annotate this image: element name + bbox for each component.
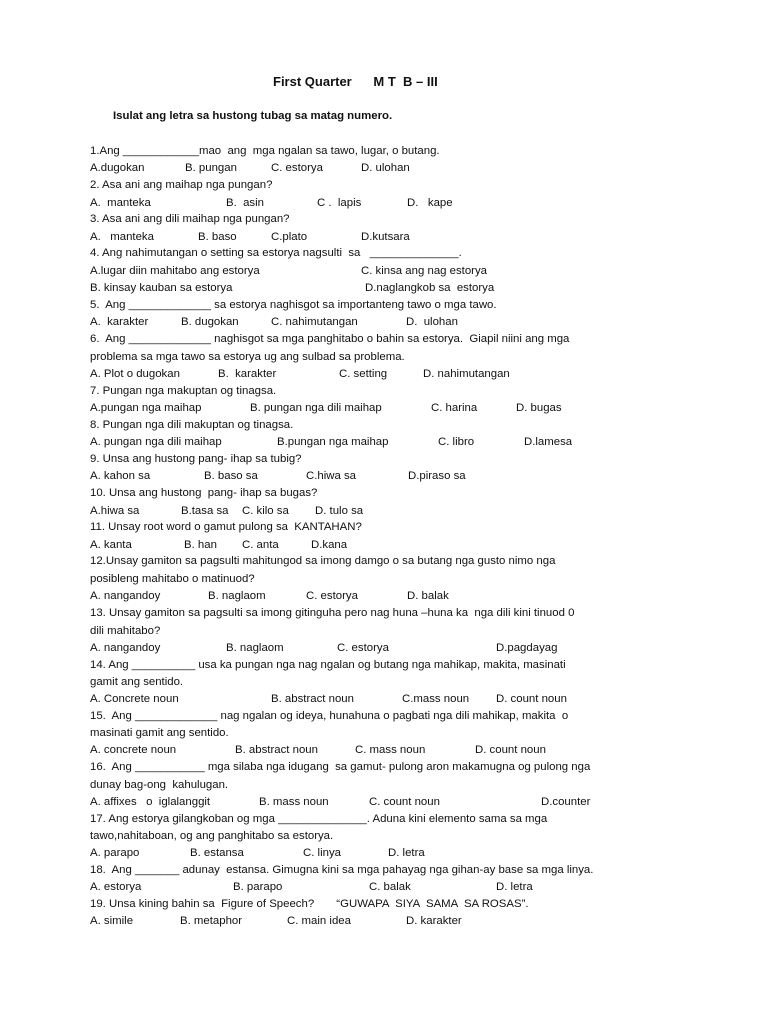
choice-c: C. count noun bbox=[369, 796, 440, 808]
choice-a: A.dugokan bbox=[90, 162, 145, 174]
question-15-text: 15. Ang _____________ nag ngalan og ideya, hunahuna o pagbati nga dili mahikap, makita o bbox=[90, 710, 569, 722]
choice-b: B. karakter bbox=[218, 368, 277, 380]
choice-a: A.hiwa sa bbox=[90, 505, 140, 517]
choice-a: A.pungan nga maihap bbox=[90, 402, 202, 414]
choice-b: B. asin bbox=[226, 197, 264, 209]
choice-b: B. baso bbox=[198, 231, 237, 243]
choice-b: B.pungan nga maihap bbox=[277, 436, 389, 448]
choice-c: C.plato bbox=[271, 231, 308, 243]
choice-b: B. abstract noun bbox=[271, 693, 354, 705]
question-16-text: 16. Ang ___________ mga silaba nga idugang sa gamut- pulong aron makamugna og pulong nga bbox=[90, 761, 591, 773]
choice-d: D. balak bbox=[407, 590, 449, 602]
choice-d: D. count noun bbox=[496, 693, 567, 705]
choice-d: D. kape bbox=[407, 197, 453, 209]
choice-d: D. letra bbox=[388, 847, 425, 859]
question-16-text: dunay bag-ong kahulugan. bbox=[90, 779, 229, 791]
choice-b: B. naglaom bbox=[226, 642, 284, 654]
choice-c: C. balak bbox=[369, 881, 411, 893]
choice-d: D.lamesa bbox=[524, 436, 573, 448]
question-19-text: 19. Unsa kining bahin sa Figure of Speech? “GUWAPA SIYA SAMA SA ROSAS”. bbox=[90, 898, 529, 910]
page-title: First Quarter M T B – III bbox=[273, 74, 438, 89]
question-12-text: 12.Unsay gamiton sa pagsulti mahitungod sa imong damgo o sa butang nga gusto nimo nga bbox=[90, 555, 556, 567]
choice-c: C. kilo sa bbox=[242, 505, 289, 517]
choice-b: B. kinsay kauban sa estorya bbox=[90, 282, 233, 294]
choice-b: B. baso sa bbox=[204, 470, 258, 482]
question-5-text: 5. Ang _____________ sa estorya naghisgot sa importanteng tawo o mga tawo. bbox=[90, 299, 497, 311]
choice-b: B. metaphor bbox=[180, 915, 243, 927]
question-1-text: 1.Ang ____________mao ang mga ngalan sa tawo, lugar, o butang. bbox=[90, 145, 440, 157]
choice-c: C. harina bbox=[431, 402, 478, 414]
choice-d: D. karakter bbox=[406, 915, 462, 927]
choice-a: A. concrete noun bbox=[90, 744, 177, 756]
question-6-text: problema sa mga tawo sa estorya ug ang sulbad sa problema. bbox=[90, 351, 405, 363]
question-11-text: 11. Unsay root word o gamut pulong sa KANTAHAN? bbox=[90, 521, 362, 533]
question-14-text: gamit ang sentido. bbox=[90, 676, 184, 688]
choice-b: B. dugokan bbox=[181, 316, 239, 328]
choice-a: A. karakter bbox=[90, 316, 149, 328]
choice-a: A. manteka bbox=[90, 197, 151, 209]
choice-c: C. nahimutangan bbox=[271, 316, 358, 328]
choice-c: C. linya bbox=[303, 847, 341, 859]
choice-c: C. mass noun bbox=[355, 744, 426, 756]
question-13-text: dili mahitabo? bbox=[90, 625, 161, 637]
instruction: Isulat ang letra sa hustong tubag sa matag numero. bbox=[113, 110, 393, 122]
question-18-text: 18. Ang _______ adunay estansa. Gimugna kini sa mga pahayag nga gihan-ay base sa mga linya. bbox=[90, 864, 594, 876]
choice-a: A. manteka bbox=[90, 231, 154, 243]
choice-d: D. tulo sa bbox=[315, 505, 364, 517]
choice-d: D.piraso sa bbox=[408, 470, 466, 482]
choice-a: A.lugar diin mahitabo ang estorya bbox=[90, 265, 260, 277]
choice-d: D. bugas bbox=[516, 402, 562, 414]
choice-b: B. naglaom bbox=[208, 590, 266, 602]
choice-c: C. estorya bbox=[337, 642, 389, 654]
choice-d: D.kana bbox=[311, 539, 348, 551]
choice-d: D. count noun bbox=[475, 744, 546, 756]
question-7-text: 7. Pungan nga makuptan og tinagsa. bbox=[90, 385, 277, 397]
choice-a: A. parapo bbox=[90, 847, 140, 859]
choice-a: A. nangandoy bbox=[90, 590, 161, 602]
choice-d: D. nahimutangan bbox=[423, 368, 510, 380]
choice-d: D.naglangkob sa estorya bbox=[365, 282, 495, 294]
choice-a: A. affixes o iglalanggit bbox=[90, 796, 211, 808]
choice-d: D.pagdayag bbox=[496, 642, 558, 654]
choice-c: C . lapis bbox=[317, 197, 362, 209]
question-9-text: 9. Unsa ang hustong pang- ihap sa tubig? bbox=[90, 453, 302, 465]
choice-a: A. nangandoy bbox=[90, 642, 161, 654]
question-17-text: 17. Ang estorya gilangkoban og mga ______________. Aduna kini elemento sama sa mga bbox=[90, 813, 548, 825]
question-15-text: masinati gamit ang sentido. bbox=[90, 727, 229, 739]
choice-b: B. pungan nga dili maihap bbox=[250, 402, 382, 414]
choice-c: C. setting bbox=[339, 368, 388, 380]
choice-b: B.tasa sa bbox=[181, 505, 229, 517]
question-4-text: 4. Ang nahimutangan o setting sa estorya nagsulti sa ______________. bbox=[90, 247, 462, 259]
choice-d: D. ulohan bbox=[361, 162, 410, 174]
choice-c: C. libro bbox=[438, 436, 475, 448]
choice-a: A. kanta bbox=[90, 539, 132, 551]
choice-c: C. kinsa ang nag estorya bbox=[361, 265, 488, 277]
question-14-text: 14. Ang __________ usa ka pungan nga nag ngalan og butang nga mahikap, makita, masinati bbox=[90, 659, 566, 671]
question-10-text: 10. Unsa ang hustong pang- ihap sa bugas? bbox=[90, 487, 318, 499]
choice-b: B. estansa bbox=[190, 847, 244, 859]
question-8-text: 8. Pungan nga dili makuptan og tinagsa. bbox=[90, 419, 294, 431]
choice-b: B. abstract noun bbox=[235, 744, 318, 756]
choice-a: A. Plot o dugokan bbox=[90, 368, 180, 380]
choice-a: A. kahon sa bbox=[90, 470, 151, 482]
choice-b: B. mass noun bbox=[259, 796, 329, 808]
choice-c: C.hiwa sa bbox=[306, 470, 357, 482]
choice-c: C. anta bbox=[242, 539, 279, 551]
question-3-text: 3. Asa ani ang dili maihap nga pungan? bbox=[90, 213, 290, 225]
question-17-text: tawo,nahitaboan, og ang panghitabo sa estorya. bbox=[90, 830, 334, 842]
choice-c: C. main idea bbox=[287, 915, 351, 927]
question-13-text: 13. Unsay gamiton sa pagsulti sa imong gitinguha pero nag huna –huna ka nga dili kini tinuod 0 bbox=[90, 607, 575, 619]
choice-c: C.mass noun bbox=[402, 693, 470, 705]
choice-b: B. pungan bbox=[185, 162, 237, 174]
choice-c: C. estorya bbox=[306, 590, 358, 602]
choice-d: D. letra bbox=[496, 881, 533, 893]
choice-c: C. estorya bbox=[271, 162, 323, 174]
choice-b: B. parapo bbox=[233, 881, 283, 893]
question-12-text: posibleng mahitabo o matinuod? bbox=[90, 573, 255, 585]
choice-a: A. estorya bbox=[90, 881, 142, 893]
question-6-text: 6. Ang _____________ naghisgot sa mga panghitabo o bahin sa estorya. Giapil niini ang mga bbox=[90, 333, 570, 345]
choice-b: B. han bbox=[184, 539, 217, 551]
question-2-text: 2. Asa ani ang maihap nga pungan? bbox=[90, 179, 273, 191]
choice-d: D.kutsara bbox=[361, 231, 410, 243]
choice-a: A. simile bbox=[90, 915, 134, 927]
choice-a: A. Concrete noun bbox=[90, 693, 179, 705]
choice-a: A. pungan nga dili maihap bbox=[90, 436, 222, 448]
choice-d: D.counter bbox=[541, 796, 591, 808]
choice-d: D. ulohan bbox=[406, 316, 458, 328]
